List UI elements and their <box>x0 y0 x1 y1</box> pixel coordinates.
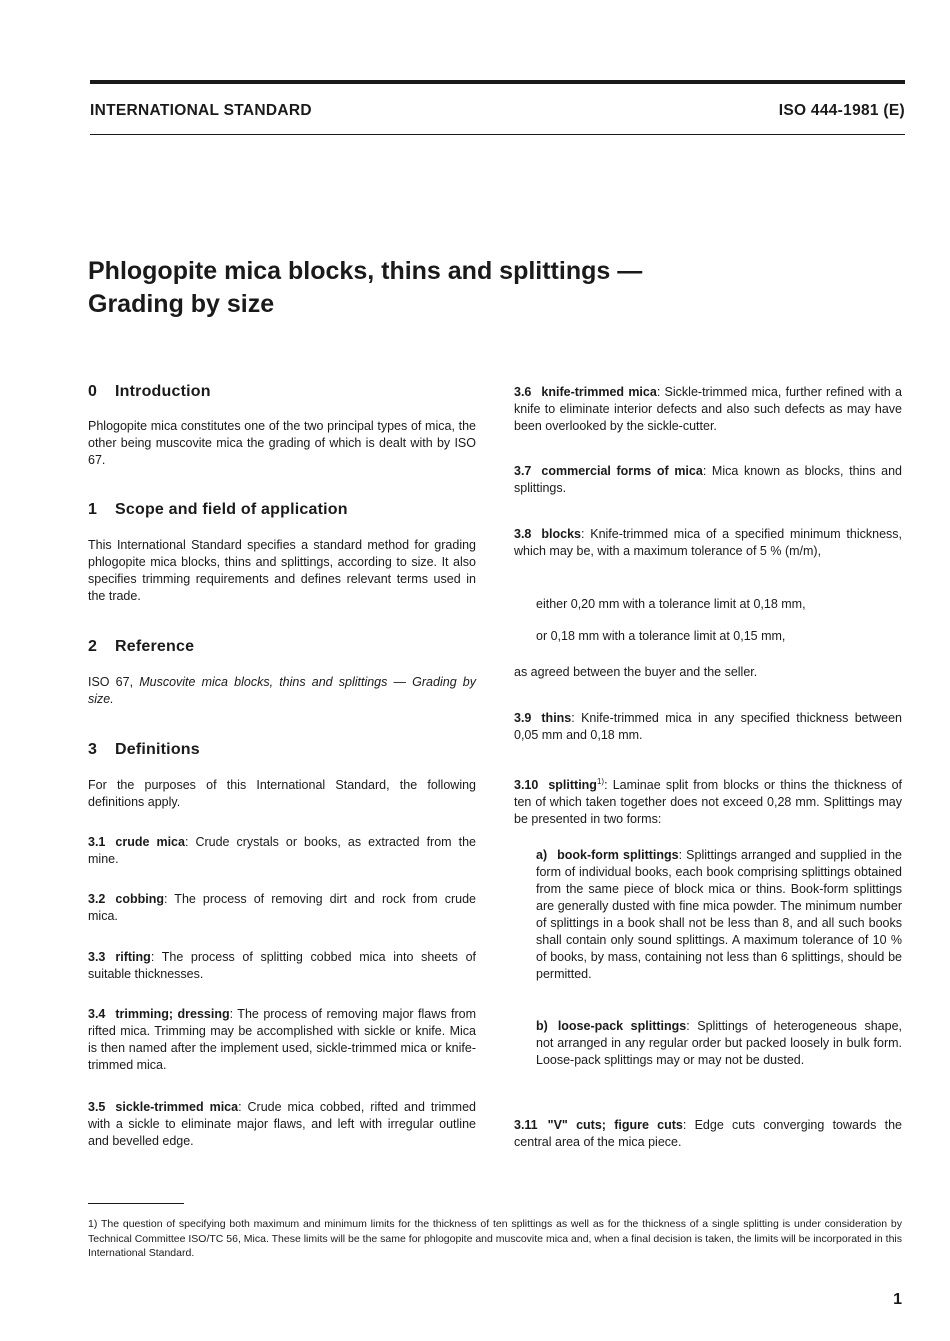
definition-3-11: 3.11 "V" cuts; figure cuts: Edge cuts converging towards the central area of the mica piece. <box>514 1118 902 1149</box>
footnote-rule <box>88 1203 184 1204</box>
definition-3-6: 3.6 knife-trimmed mica: Sickle-trimmed mica, further refined with a knife to eliminate interior defects and also such defects as may have been overlooked by the sickle-cutter. <box>514 385 902 433</box>
splittings-form-b: b) loose-pack splittings: Splittings of heterogeneous shape, not arranged in any regular order but packed loosely in bulk form. Loose-pack splittings may or may not be dusted. <box>536 1019 902 1067</box>
definition-3-4: 3.4 trimming; dressing: The process of removing major flaws from rifted mica. Trimming may be accomplished with sickle or knife. Mica is then named after the implement used, sickle-trimmed mica or knife-trimmed mica. <box>88 1007 476 1072</box>
footnote: 1) The question of specifying both maximum and minimum limits for the thickness of ten splittings as well as for the thickness of a single splitting is under consideration by Technical Committee ISO/TC 56, Mica. These limits will be the same for phlogopite and muscovite mica and, when a final decision is taken, the limits will be incorporated in this International Standard. <box>88 1218 902 1259</box>
title-line-2: Grading by size <box>88 290 275 318</box>
definition-3-8: 3.8 blocks: Knife-trimmed mica of a specified minimum thickness, which may be, with a maximum tolerance of 5 % (m/m), <box>514 527 902 558</box>
definitions-intro: For the purposes of this International Standard, the following definitions apply. <box>88 778 476 809</box>
document-title <box>88 255 642 321</box>
definition-3-7: 3.7 commercial forms of mica: Mica known as blocks, thins and splittings. <box>514 464 903 495</box>
section-heading-reference: 2 Reference <box>88 638 195 655</box>
section-heading-scope: 1 Scope and field of application <box>88 501 348 518</box>
page-number: 1 <box>893 1291 902 1308</box>
footnote-marker: 1) <box>596 777 605 786</box>
definition-3-9: 3.9 thins: Knife-trimmed mica in any specified thickness between 0,05 mm and 0,18 mm. <box>514 711 902 742</box>
definition-3-2: 3.2 cobbing: The process of removing dirt and rock from crude mica. <box>88 892 476 923</box>
header-standard-number: ISO 444-1981 (E) <box>778 102 905 119</box>
referenced-standard-title: Muscovite mica blocks, thins and splittings — Grading by size. <box>88 675 476 706</box>
section-heading-definitions: 3 Definitions <box>88 741 200 758</box>
blocks-option-2: or 0,18 mm with a tolerance limit at 0,15 mm, <box>536 629 786 643</box>
definition-3-10: 3.10 splitting$^{1)}$: Laminae split from blocks or thins the thickness of ten of which taken together does not exceed 0,28 mm. Splittings may be presented in two forms: <box>514 777 902 827</box>
splittings-form-a: a) book-form splittings: Splittings arranged and supplied in the form of individual books, each book comprising splittings obtained from the same piece of block mica or thins. Book-form splittings are generally dusted with fine mica powder. The minimum number of splittings in a book shall not be less than 8, and all such books shall contain only sound splittings. A maximum tolerance of 10 % of books, by mass, containing not less than 6 splittings, should be permitted. <box>536 848 903 981</box>
title-line-1: Phlogopite mica blocks, thins and splittings — <box>88 257 643 285</box>
definition-3-5: 3.5 sickle-trimmed mica: Crude mica cobbed, rifted and trimmed with a sickle to eliminate major flaws, and left with irregular outline and bevelled edge. <box>88 1100 476 1148</box>
blocks-agreement: as agreed between the buyer and the seller. <box>514 665 758 679</box>
section-heading-introduction: 0 Introduction <box>88 383 211 400</box>
header-rule-top <box>90 80 905 84</box>
definition-3-1: 3.1 crude mica: Crude crystals or books, as extracted from the mine. <box>88 835 476 866</box>
definition-3-3: 3.3 rifting: The process of splitting cobbed mica into sheets of suitable thicknesses. <box>88 950 476 981</box>
header-rule-bottom <box>90 134 905 135</box>
scope-paragraph: This International Standard specifies a standard method for grading phlogopite mica blocks, thins and splittings, according to size. It also specifies trimming requirements and defines relevant terms used in the trade. <box>88 538 476 603</box>
reference-paragraph: ISO 67, Muscovite mica blocks, thins and splittings — Grading by size. <box>88 675 476 706</box>
header-standard-label: INTERNATIONAL STANDARD <box>90 102 312 119</box>
blocks-option-1: either 0,20 mm with a tolerance limit at 0,18 mm, <box>536 597 806 611</box>
introduction-paragraph: Phlogopite mica constitutes one of the two principal types of mica, the other being muscovite mica the grading of which is dealt with by ISO 67. <box>88 419 476 467</box>
